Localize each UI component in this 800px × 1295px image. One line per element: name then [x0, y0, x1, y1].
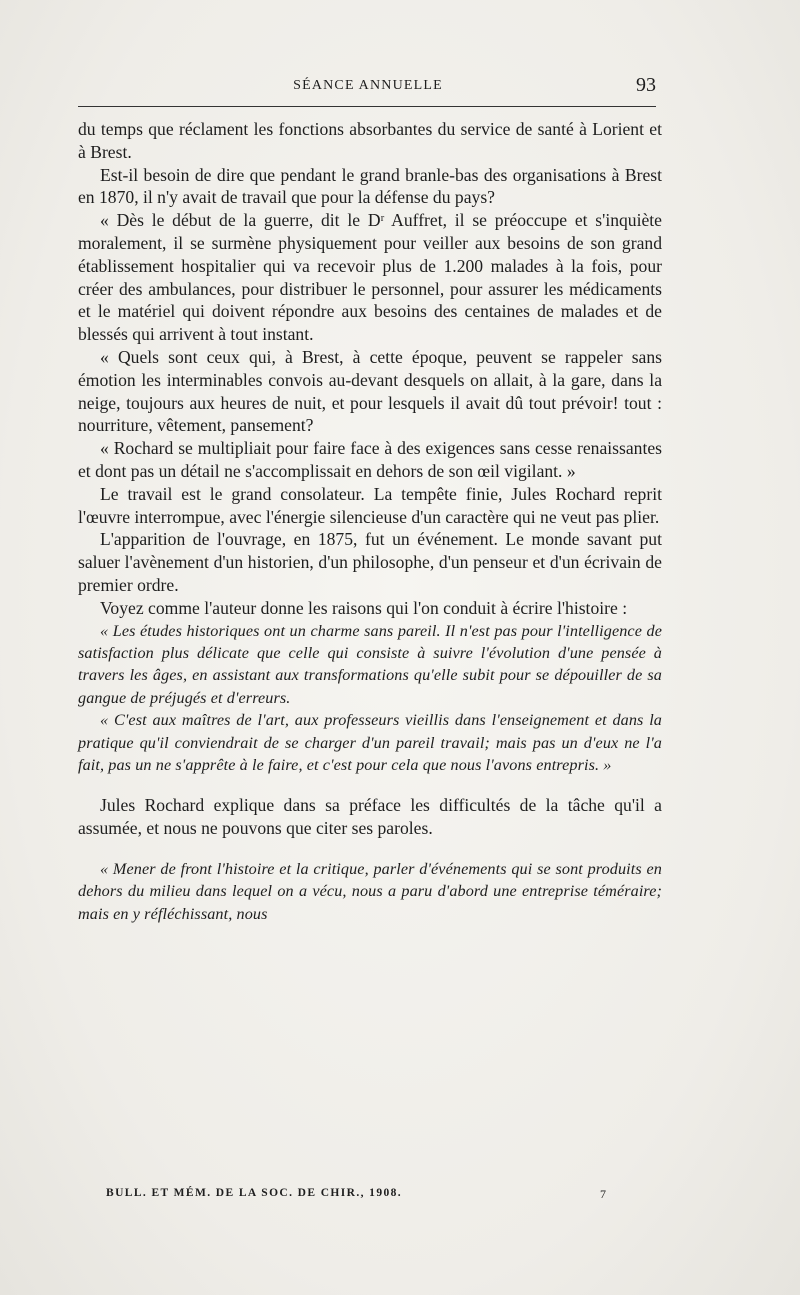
page-number: 93: [636, 74, 656, 96]
page-header: [78, 74, 658, 104]
paragraph: Est-il besoin de dire que pendant le grand branle-bas des organisations à Brest en 1870, il n'y avait de travail que pour la défense du pays?: [78, 164, 662, 208]
running-title: SÉANCE ANNUELLE: [293, 78, 443, 93]
paragraph: Voyez comme l'auteur donne les raisons qui l'on conduit à écrire l'histoire :: [100, 597, 628, 618]
signature-mark: 7: [600, 1187, 606, 1201]
italic-quote: « Mener de front l'histoire et la critique, parler d'événements qui se sont produits en dehors du milieu dans lequel on a vécu, nous a paru d'abord une entreprise téméraire; mais en y réfléchissant, nous: [78, 859, 662, 923]
body-text: [78, 118, 662, 925]
paragraph: Le travail est le grand consolateur. La tempête finie, Jules Rochard reprit l'œuvre interrompue, avec l'énergie silencieuse d'un caractère qui ne veut pas plier.: [78, 483, 662, 527]
paragraph-quote-convois: « Quels sont ceux qui, à Brest, à cette époque, peuvent se rappeler sans émotion les interminables convois au-devant desquels on allait, à la gare, dans la neige, toujours aux heures de nuit, et pour lesquels il avait dû tout prévoir! tout : nourriture, vêtement, pansement?: [78, 346, 662, 436]
page-footer: [106, 1183, 606, 1203]
italic-quote: « C'est aux maîtres de l'art, aux professeurs vieillis dans l'enseignement et dans la pratique qu'il conviendrait de se charger d'un pareil travail; mais pas un d'eux ne l'a fait, pas un ne s'apprête à le faire, et c'est pour cela que nous l'avons entrepris. »: [78, 711, 662, 774]
paragraph-continuation: du temps que réclament les fonctions absorbantes du service de santé à Lorient et à Brest.: [78, 119, 662, 162]
paragraph-quote-auffret: « Dès le début de la guerre, dit le Dʳ Auffret, il se préoccupe et s'inquiète moralement, il se surmène physiquement pour veiller aux besoins de son grand établissement hospitalier qui va recevoir plus de 1.200 malades à la fois, pour créer des ambulances, pour distribuer le personnel, pour assurer les médicaments et le matériel qui doivent répondre aux besoins des centaines de malades et de blessés qui arrivent à tout instant.: [78, 210, 662, 345]
journal-reference: BULL. ET MÉM. DE LA SOC. DE CHIR., 1908.: [106, 1187, 403, 1199]
paragraph-quote-rochard: « Rochard se multipliait pour faire face à des exigences sans cesse renaissantes et dont pas un détail ne s'accomplissait en dehors de son œil vigilant. »: [78, 438, 662, 481]
paragraph: Jules Rochard explique dans sa préface les difficultés de la tâche qu'il a assumée, et nous ne pouvons que citer ses paroles.: [78, 795, 662, 839]
paragraph: L'apparition de l'ouvrage, en 1875, fut un événement. Le monde savant put saluer l'avènement d'un historien, d'un philosophe, d'un penseur et d'un écrivain de premier ordre.: [78, 529, 662, 595]
italic-quote: « Les études historiques ont un charme sans pareil. Il n'est pas pour l'intelligence de satisfaction plus délicate que celle qui consiste à suivre l'évolution d'une pensée à travers les âges, en assistant aux transformations qu'elle subit pour se dépouiller de sa gangue de préjugés et d'erreurs.: [78, 621, 662, 707]
header-rule: [78, 106, 656, 107]
